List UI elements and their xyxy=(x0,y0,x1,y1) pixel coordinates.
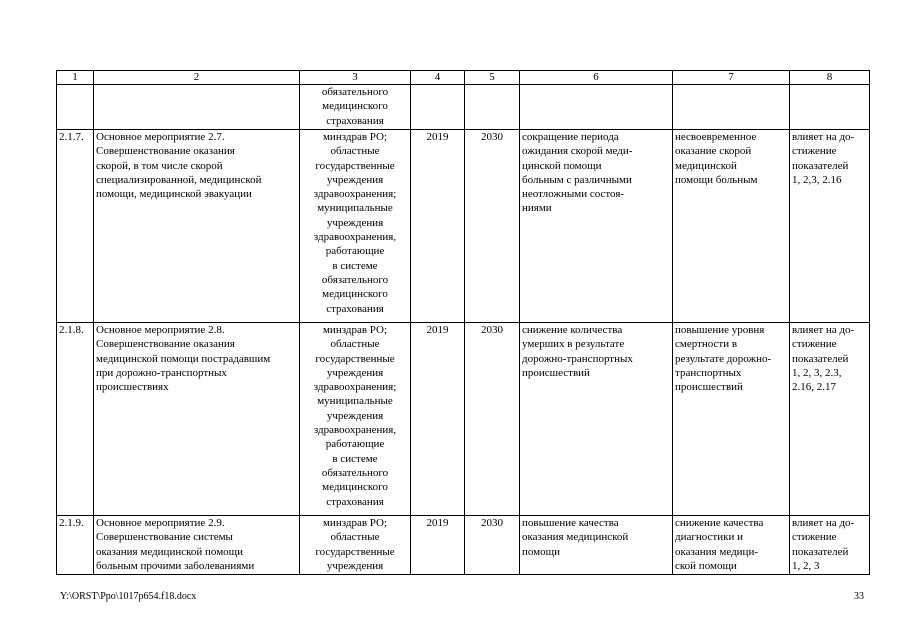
executor-cell: минздрав РО; областные государственные учреждения здравоохранения; муниципальные учреждения здравоохранения, работающие в системе обязательного медицинского страхования xyxy=(300,323,411,516)
header-col-3: 3 xyxy=(300,71,411,85)
table-row xyxy=(57,85,870,130)
header-col-4: 4 xyxy=(411,71,465,85)
start-year: 2019 xyxy=(411,323,465,516)
consequence-cell: снижение качества диагностики и оказания медици- ской помощи xyxy=(673,516,790,575)
expected-result: повышение качества оказания медицинской помощи xyxy=(520,516,673,575)
executor-cell: минздрав РО; областные государственные учреждения xyxy=(300,516,411,575)
header-row xyxy=(57,71,870,85)
expected-result xyxy=(520,85,673,130)
consequence-cell: несвоевременное оказание скорой медицинской помощи больным xyxy=(673,130,790,323)
row-number: 2.1.7. xyxy=(57,130,94,323)
end-year: 2030 xyxy=(465,130,520,323)
measure-title: Основное мероприятие 2.9. Совершенствование системы оказания медицинской помощи больным прочими заболеваниями xyxy=(94,516,300,575)
row-number: 2.1.9. xyxy=(57,516,94,575)
page-number: 33 xyxy=(854,591,864,602)
table-row xyxy=(57,516,870,575)
end-year: 2030 xyxy=(465,323,520,516)
impact-cell: влияет на до- стижение показателей 1, 2,3, 2.16 xyxy=(790,130,870,323)
table-row xyxy=(57,130,870,323)
file-path: Y:\ORST\Ppo\1017p654.f18.docx xyxy=(60,591,197,602)
measure-title xyxy=(94,85,300,130)
impact-cell: влияет на до- стижение показателей 1, 2, 3 xyxy=(790,516,870,575)
header-col-8: 8 xyxy=(790,71,870,85)
impact-cell: влияет на до- стижение показателей 1, 2, 3, 2.3, 2.16, 2.17 xyxy=(790,323,870,516)
consequence-cell xyxy=(673,85,790,130)
start-year xyxy=(411,85,465,130)
header-col-5: 5 xyxy=(465,71,520,85)
executor-cell: обязательного медицинского страхования xyxy=(300,85,411,130)
header-col-6: 6 xyxy=(520,71,673,85)
measure-title: Основное мероприятие 2.8. Совершенствование оказания медицинской помощи пострадавшим при дорожно-транспортных происшествиях xyxy=(94,323,300,516)
row-number xyxy=(57,85,94,130)
measure-title: Основное мероприятие 2.7. Совершенствование оказания скорой, в том числе скорой специализированной, медицинской помощи, медицинской эвакуации xyxy=(94,130,300,323)
impact-cell xyxy=(790,85,870,130)
measures-table xyxy=(56,70,870,575)
end-year: 2030 xyxy=(465,516,520,575)
start-year: 2019 xyxy=(411,516,465,575)
header-col-2: 2 xyxy=(94,71,300,85)
start-year: 2019 xyxy=(411,130,465,323)
header-col-7: 7 xyxy=(673,71,790,85)
consequence-cell: повышение уровня смертности в результате дорожно- транспортных происшествий xyxy=(673,323,790,516)
expected-result: сокращение периода ожидания скорой меди- цинской помощи больным с различными неотложными состоя- ниями xyxy=(520,130,673,323)
row-number: 2.1.8. xyxy=(57,323,94,516)
table-row xyxy=(57,323,870,516)
end-year xyxy=(465,85,520,130)
expected-result: снижение количества умерших в результате дорожно-транспортных происшествий xyxy=(520,323,673,516)
executor-cell: минздрав РО; областные государственные учреждения здравоохранения; муниципальные учреждения здравоохранения, работающие в системе обязательного медицинского страхования xyxy=(300,130,411,323)
header-col-1: 1 xyxy=(57,71,94,85)
